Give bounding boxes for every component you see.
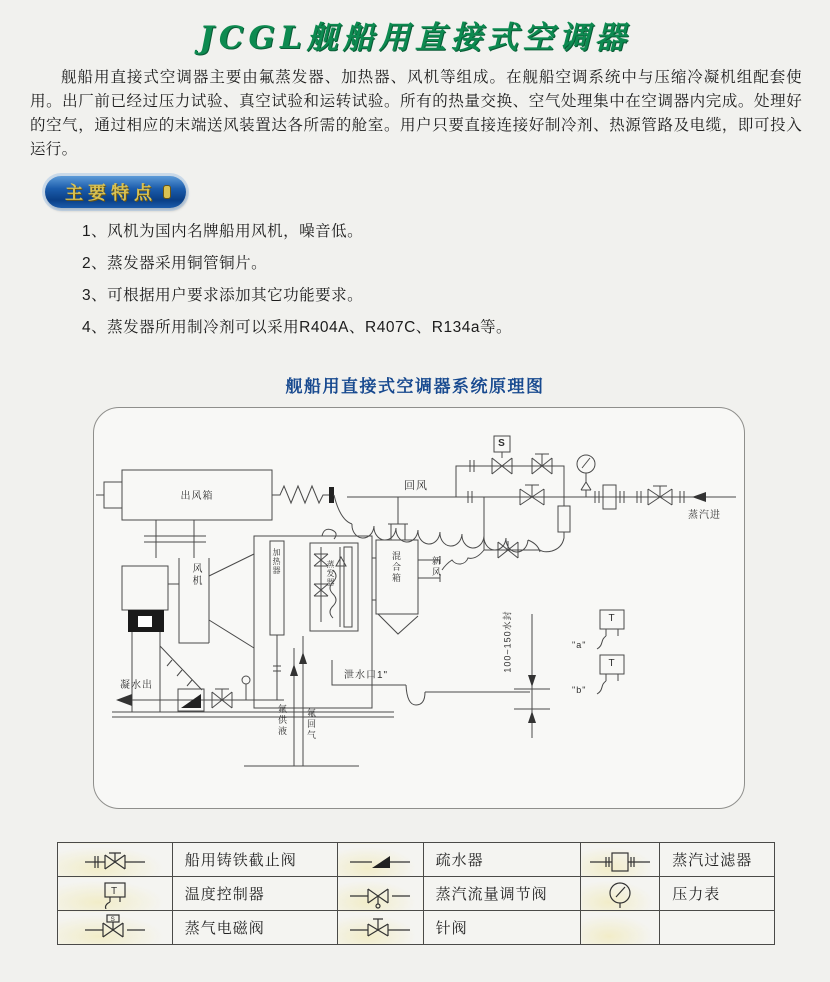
legend-label: 蒸汽流量调节阀 [423, 877, 581, 911]
schematic-diagram [93, 407, 745, 809]
pressure-gauge-icon [581, 877, 660, 911]
label-sensor-b: "b" [572, 685, 587, 695]
page-title: JCGL舰船用直接式空调器 [199, 20, 631, 56]
legend-table [57, 842, 775, 945]
legend-label: 蒸汽过滤器 [660, 843, 775, 877]
legend-label: 船用铸铁截止阀 [172, 843, 337, 877]
legend-label: 蒸气电磁阀 [172, 911, 337, 945]
label-mixing-box: 混合箱 [391, 551, 401, 584]
svg-text:T: T [110, 885, 118, 897]
legend-label [660, 911, 775, 945]
legend-label: 压力表 [660, 877, 775, 911]
label-sensor-a: "a" [572, 640, 587, 650]
diagram-title: 舰船用直接式空调器系统原理图 [285, 377, 545, 396]
steam-filter-icon [581, 843, 660, 877]
label-refrigerant-supply: 氟供液 [277, 704, 287, 737]
steam-trap-icon [337, 843, 423, 877]
label-refrigerant-return: 氟回气 [306, 708, 316, 741]
feature-item: 4、蒸发器所用制冷剂可以采用R404A、R407C、R134a等。 [82, 319, 512, 336]
badge-mark-icon [164, 186, 170, 198]
features-badge [45, 176, 186, 208]
legend-row [58, 911, 775, 945]
label-water-seal: 100~150水封 [502, 610, 513, 673]
legend-body [58, 843, 775, 945]
legend-label: 疏水器 [423, 843, 581, 877]
needle-valve-icon [337, 911, 423, 945]
empty-cell [581, 911, 660, 945]
label-evaporator: 蒸发器 [326, 560, 335, 587]
label-outlet-box: 出风箱 [180, 491, 214, 502]
feature-item: 1、风机为国内名牌船用风机，噪音低。 [82, 223, 364, 240]
temp-controller-icon [58, 877, 173, 911]
label-solenoid-s: S [498, 438, 506, 449]
label-sensor-t2: T [608, 658, 616, 669]
label-fan: 风机 [190, 563, 201, 587]
features-list [82, 219, 682, 347]
svg-text:S: S [110, 915, 116, 923]
label-condensate-out: 凝水出 [120, 680, 153, 691]
feature-item: 2、蒸发器采用铜管铜片。 [82, 255, 268, 272]
legend-label: 温度控制器 [172, 877, 337, 911]
label-heater: 加热器 [272, 548, 281, 575]
label-steam-in: 蒸汽进 [688, 510, 721, 521]
label-fresh-air: 新风 [431, 556, 441, 578]
label-return-air: 回风 [404, 480, 428, 492]
intro-paragraph: 舰船用直接式空调器主要由氟蒸发器、加热器、风机等组成。在舰船空调系统中与压缩冷凝机组配套使用。出厂前已经过压力试验、真空试验和运转试验。所有的热量交换、空气处理集中在空调器内完成。处理好的空气，通过相应的末端送风装置达各所需的舱室。用户只要直接连接好制冷剂、热源管路及电缆，即可投入运行。 [30, 69, 802, 158]
feature-item: 3、可根据用户要求添加其它功能要求。 [82, 287, 364, 304]
legend-row [58, 843, 775, 877]
features-badge-label: 主要特点 [65, 183, 157, 203]
solenoid-valve-icon [58, 911, 173, 945]
legend-row [58, 877, 775, 911]
stop-valve-icon [58, 843, 173, 877]
label-drain-port: 泄水口1" [344, 670, 389, 681]
schematic-svg [94, 408, 744, 808]
legend-label: 针阀 [423, 911, 581, 945]
label-sensor-t1: T [608, 613, 616, 624]
flow-valve-icon [337, 877, 423, 911]
